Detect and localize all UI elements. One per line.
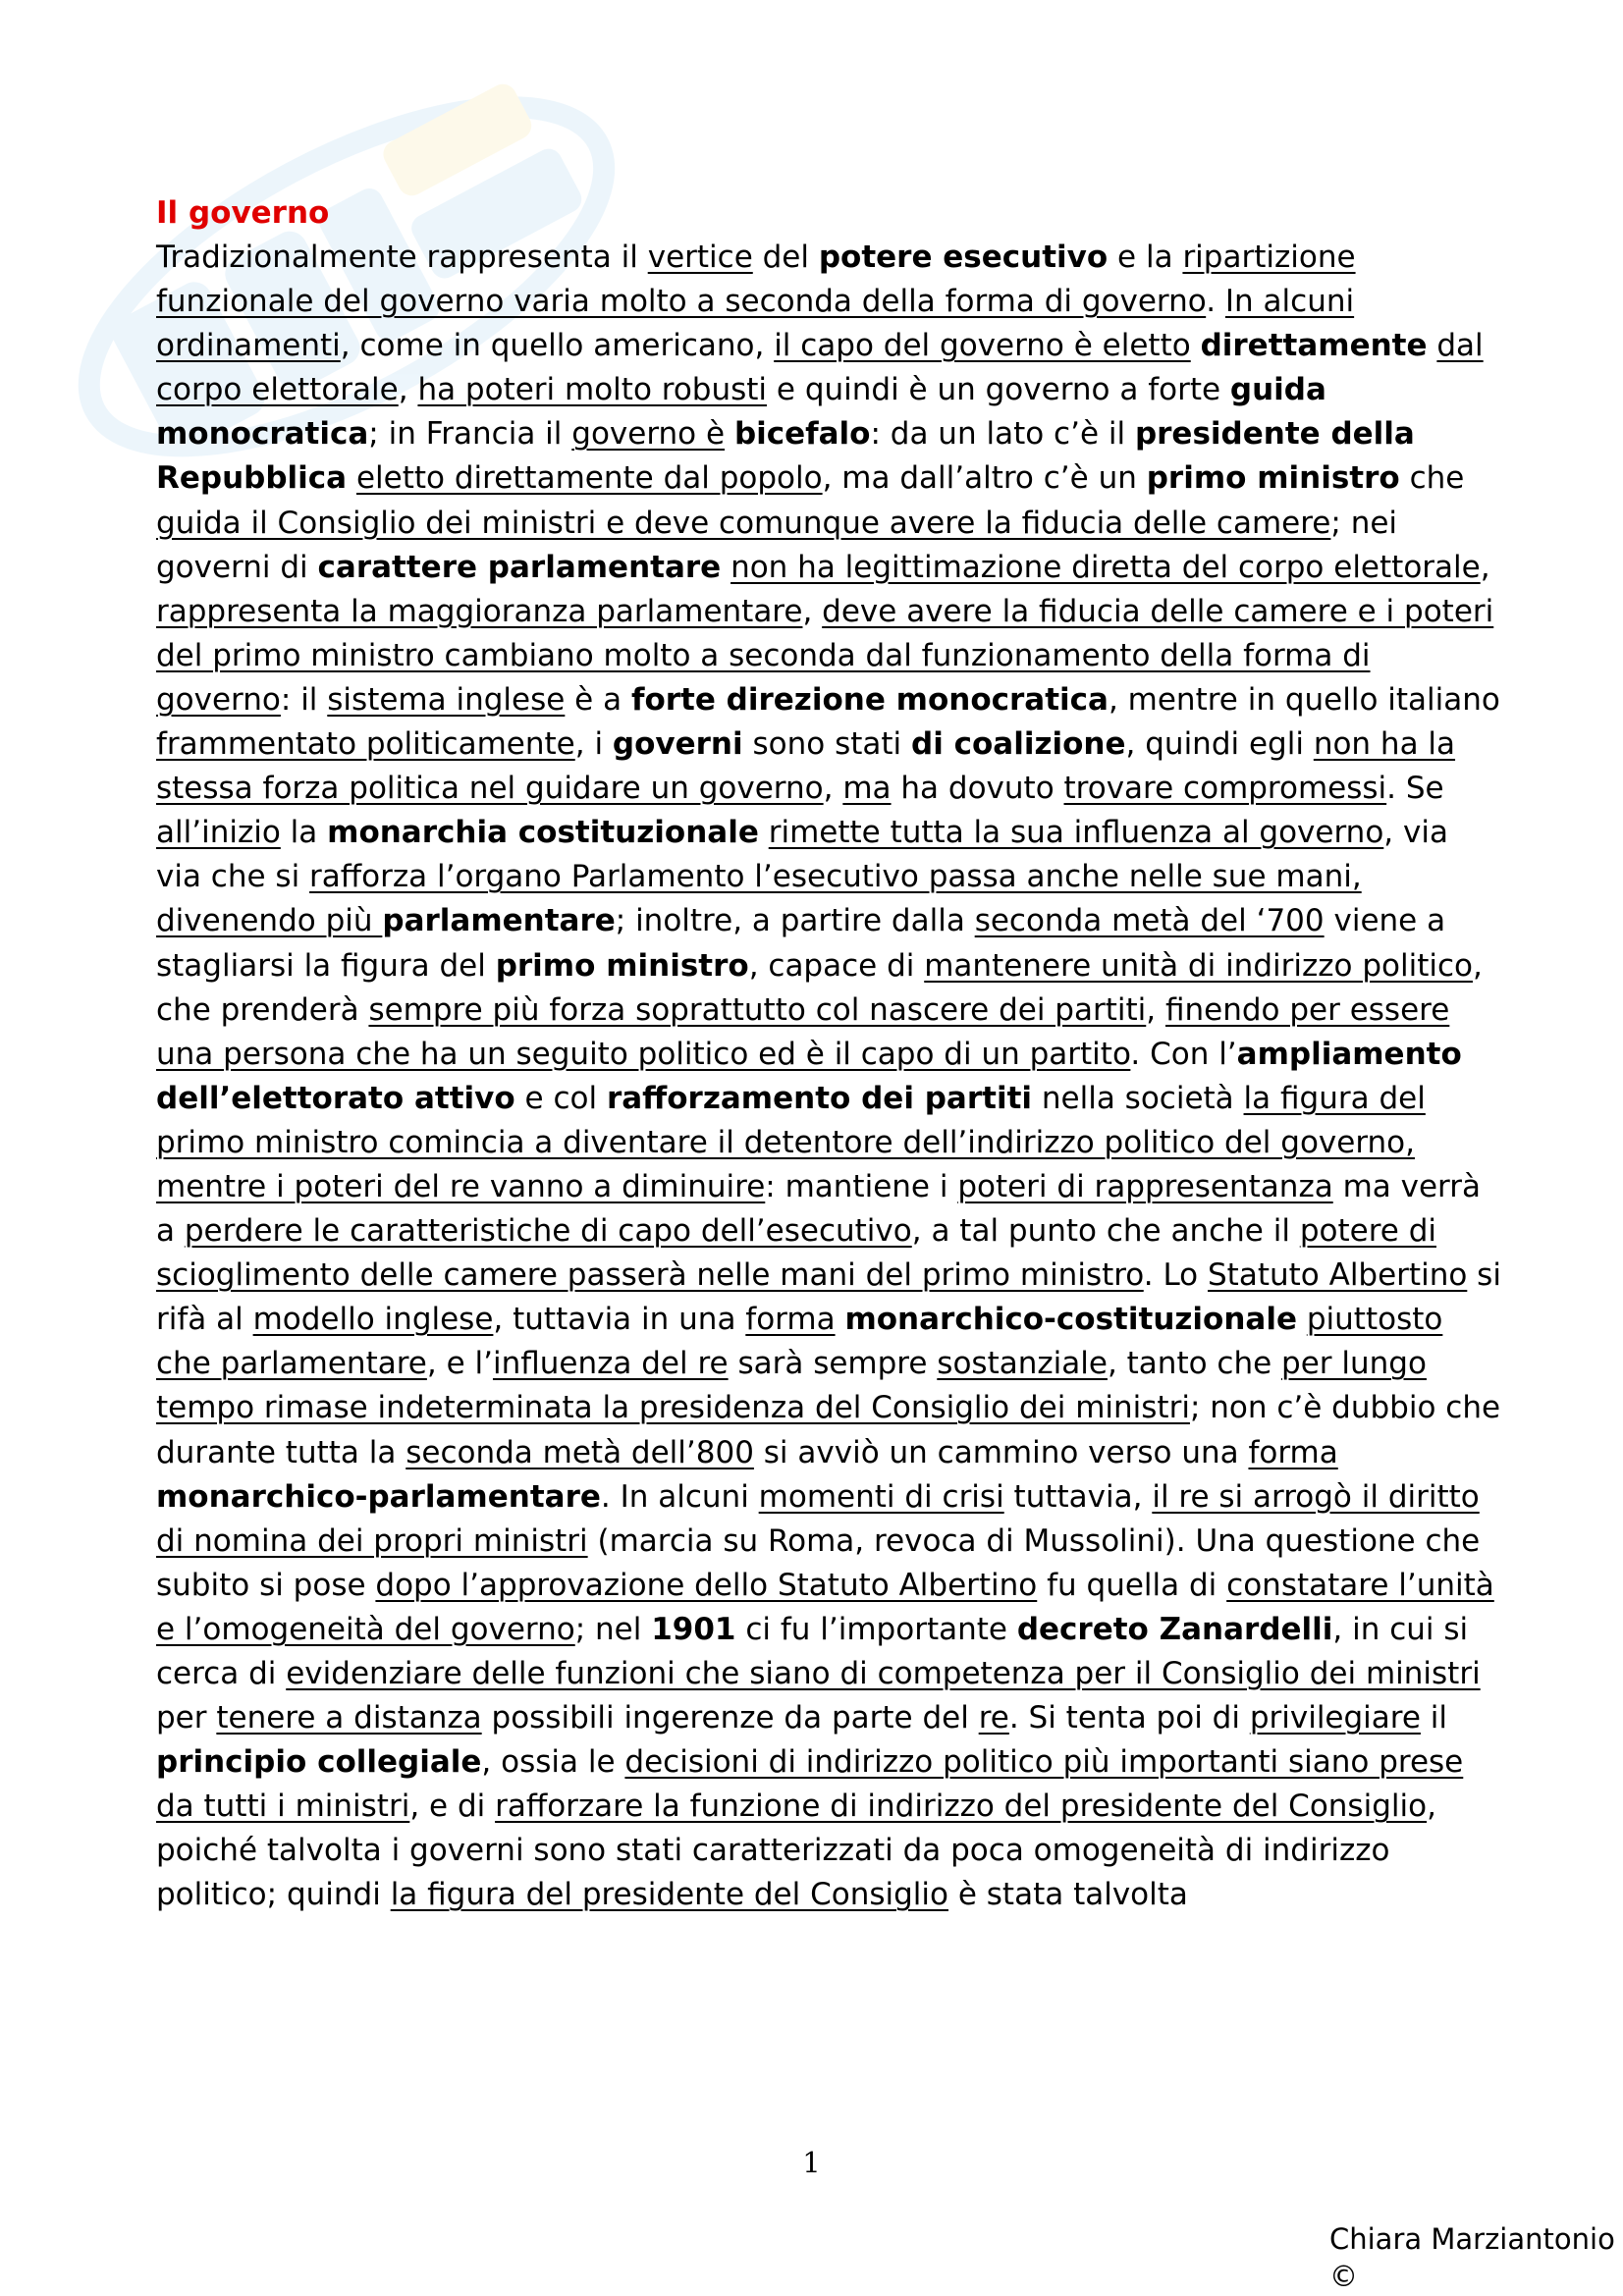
text-run: , che prenderà (156, 947, 1483, 1028)
text-run: , e l’ (426, 1346, 493, 1382)
underlined-phrase: re (978, 1700, 1009, 1736)
underlined-phrase: rappresenta la maggioranza parlamentare (156, 593, 803, 629)
text-run: . (1206, 284, 1225, 320)
text-run: tuttavia, (1003, 1478, 1153, 1515)
text-run: viene a stagliarsi la figura del (156, 903, 1446, 984)
underlined-phrase: perdere le caratteristiche di capo dell’esecutivo (184, 1213, 912, 1250)
text-run: . In alcuni (600, 1478, 759, 1515)
bold-term: monarchico-parlamentare (156, 1478, 601, 1515)
bold-term: bicefalo (733, 416, 871, 453)
page-number: 1 (802, 2146, 821, 2179)
bold-term: monarchico-costituzionale (844, 1302, 1297, 1338)
text-run: ; nei governi di (156, 505, 1398, 585)
text-run: ; non c’è dubbio che durante tutta la (156, 1390, 1501, 1470)
underlined-phrase: la figura del primo ministro comincia a diventare il detentore dell’indirizzo politico del governo, mentre i poteri del re vanno a diminuire (156, 1080, 1426, 1204)
text-run: e quindi è un governo a forte (767, 372, 1230, 408)
underlined-phrase: deve avere la fiducia delle camere e i poteri del primo ministro cambiano molto a seconda dal funzionamento della forma di governo (156, 593, 1494, 718)
text-run: ; in Francia il (368, 416, 572, 453)
underlined-phrase: tenere a distanza (216, 1700, 482, 1736)
text-run: , quindi egli (1125, 726, 1314, 763)
bold-term: primo ministro (495, 947, 749, 984)
document-body (156, 191, 1501, 1918)
underlined-phrase: per lungo tempo rimase indeterminata la presidenza del Consiglio dei ministri (156, 1346, 1427, 1426)
underlined-phrase: il re si arrogò il diritto di nomina dei propri ministri (156, 1478, 1480, 1559)
text-run: , (802, 593, 823, 629)
underlined-phrase: ma (842, 771, 892, 807)
text-run: sarà sempre (728, 1346, 938, 1382)
document-paragraph (156, 236, 1501, 1918)
underlined-phrase: constatare l’unità e l’omogeneità del governo (156, 1567, 1494, 1647)
bold-term: governi (612, 726, 743, 763)
underlined-phrase: dal corpo elettorale (156, 328, 1484, 408)
underlined-phrase: poteri di rappresentanza (957, 1168, 1333, 1204)
underlined-phrase: piuttosto che parlamentare (156, 1302, 1443, 1382)
text-run: ; nel (574, 1611, 652, 1647)
text-run: , via via che si (156, 815, 1448, 895)
bold-term: parlamentare (382, 903, 616, 939)
underlined-phrase: sostanziale (937, 1346, 1108, 1382)
bold-term: decreto Zanardelli (1016, 1611, 1333, 1647)
text-run: , (1480, 549, 1490, 585)
bold-term: ampliamento dell’elettorato attivo (156, 1036, 1462, 1116)
underlined-phrase: In alcuni ordinamenti (156, 284, 1355, 364)
text-run (1297, 1302, 1307, 1337)
underlined-phrase: decisioni di indirizzo politico più importanti siano prese da tutti i ministri (156, 1744, 1464, 1825)
bold-term: primo ministro (1146, 460, 1400, 497)
underlined-phrase: influenza del re (492, 1346, 729, 1382)
text-run: , (398, 372, 418, 408)
text-run: , (823, 771, 843, 807)
underlined-phrase: eletto direttamente dal popolo (355, 460, 823, 497)
underlined-phrase: ha poteri molto robusti (417, 372, 768, 408)
text-run (836, 1302, 845, 1337)
underlined-phrase: la figura del presidente del Consiglio (390, 1877, 948, 1913)
underlined-phrase: modello inglese (252, 1302, 494, 1338)
underlined-phrase: mantenere unità di indirizzo politico (924, 947, 1473, 984)
text-run (1428, 328, 1437, 363)
text-run (725, 416, 734, 452)
text-run: ma verrà a (156, 1168, 1481, 1250)
text-run: : mantiene i (765, 1168, 958, 1204)
underlined-phrase: rimette tutta la sua influenza al governo (768, 815, 1384, 851)
text-run: , (1146, 991, 1165, 1028)
underlined-phrase: frammentato politicamente (156, 726, 575, 763)
bold-term: di coalizione (911, 726, 1126, 763)
text-run: si avviò un cammino verso una (753, 1434, 1249, 1470)
text-run: . Con l’ (1130, 1036, 1237, 1072)
underlined-phrase: il capo del governo è eletto (774, 328, 1191, 364)
text-run: e la (1108, 240, 1183, 275)
underlined-phrase: vertice (647, 240, 753, 275)
text-run: , mentre in quello italiano (1108, 681, 1500, 718)
text-run: , i (574, 726, 613, 763)
text-run: . Si tenta poi di (1008, 1700, 1250, 1736)
text-run: , tuttavia in una (493, 1302, 746, 1338)
text-run: , ossia le (481, 1744, 625, 1781)
text-run: possibili ingerenze da parte del (481, 1700, 979, 1736)
bold-term: carattere parlamentare (317, 549, 722, 585)
text-run: , tanto che (1107, 1346, 1282, 1382)
text-run: la (280, 815, 328, 851)
text-run: ci fu l’importante (735, 1611, 1017, 1647)
underlined-phrase: finendo per essere una persona che ha un seguito politico ed è il capo di un partito (156, 991, 1450, 1072)
text-run (347, 460, 356, 496)
text-run: Tradizionalmente rappresenta il (156, 240, 648, 275)
underlined-phrase: sistema inglese (327, 681, 566, 718)
underlined-phrase: seconda metà del ‘700 (974, 903, 1325, 939)
text-run: fu quella di (1037, 1567, 1227, 1603)
text-run: sono stati (742, 726, 912, 763)
text-run: del (752, 240, 819, 275)
underlined-phrase: privilegiare (1249, 1700, 1421, 1736)
text-run: , e di (409, 1789, 496, 1825)
underlined-phrase: ripartizione funzionale del governo varia molto a seconda della forma di governo (156, 240, 1356, 320)
bold-term: monarchia costituzionale (327, 815, 759, 851)
text-run: nella società (1032, 1080, 1244, 1116)
underlined-phrase: rafforza l’organo Parlamento l’esecutivo passa anche nelle sue mani, divenendo più (156, 859, 1362, 939)
underlined-phrase: non ha la stessa forza politica nel guidare un governo (156, 726, 1456, 807)
text-run: ; inoltre, a partire dalla (615, 903, 975, 939)
underlined-phrase: potere di scioglimento delle camere passerà nelle mani del primo ministro (156, 1213, 1436, 1294)
underlined-phrase: Statuto Albertino (1208, 1257, 1468, 1294)
underlined-phrase: forma (745, 1302, 836, 1338)
underlined-phrase: sempre più forza soprattutto col nascere dei partiti (368, 991, 1147, 1028)
bold-term: presidente della Repubblica (156, 416, 1415, 497)
text-run: , ma dall’altro c’è un (822, 460, 1147, 497)
text-run: (marcia su Roma, revoca di Mussolini). Una questione che subito si pose (156, 1522, 1481, 1603)
text-run: , capace di (748, 947, 925, 984)
text-run: : da un lato c’è il (870, 416, 1135, 453)
text-run (721, 550, 730, 585)
text-run: , a tal punto che anche il (911, 1213, 1300, 1250)
text-run: , in cui si cerca di (156, 1611, 1469, 1691)
underlined-phrase: momenti di crisi (758, 1478, 1004, 1515)
text-run (759, 815, 769, 850)
underlined-phrase: non ha legittimazione diretta del corpo elettorale (730, 549, 1481, 585)
bold-term: forte direzione monocratica (630, 681, 1109, 718)
underlined-phrase: dopo l’approvazione dello Statuto Albertino (375, 1567, 1038, 1603)
underlined-phrase: all’inizio (156, 815, 281, 851)
text-run: . Se (1386, 771, 1444, 807)
bold-term: rafforzamento dei partiti (606, 1080, 1033, 1116)
underlined-phrase: seconda metà dell’800 (406, 1434, 754, 1470)
bold-term: potere esecutivo (818, 240, 1109, 275)
bold-term: direttamente (1200, 328, 1428, 364)
bold-term: principio collegiale (156, 1744, 482, 1781)
underlined-phrase: governo è (571, 416, 726, 453)
text-run: che (1399, 460, 1465, 497)
underlined-phrase: evidenziare delle funzioni che siano di competenza per il Consiglio dei ministri (286, 1656, 1481, 1691)
underlined-phrase: rafforzare la funzione di indirizzo del presidente del Consiglio (495, 1789, 1428, 1825)
text-run: : il (280, 681, 328, 718)
author-credit: Chiara Marziantonio © (1329, 2222, 1615, 2293)
text-run: , come in quello americano, (340, 328, 775, 364)
bold-term: 1901 (651, 1611, 736, 1647)
text-run: per (156, 1700, 217, 1736)
text-run (1191, 328, 1201, 363)
text-run: è a (565, 681, 631, 718)
bold-term: guida monocratica (156, 372, 1326, 453)
text-run: è stata talvolta (947, 1877, 1188, 1913)
text-run: . Lo (1143, 1257, 1208, 1294)
text-run: si rifà al (156, 1257, 1501, 1338)
text-run: , poiché talvolta i governi sono stati caratterizzati da poca omogeneità di indirizzo politico; quindi (156, 1789, 1436, 1913)
underlined-phrase: trovare compromessi (1063, 771, 1387, 807)
text-run: il (1420, 1700, 1448, 1736)
document-title: Il governo (156, 195, 330, 231)
underlined-phrase: guida il Consiglio dei ministri e deve comunque avere la fiducia delle camere (156, 505, 1331, 541)
text-run: e col (514, 1080, 607, 1116)
text-run: ha dovuto (891, 771, 1064, 807)
underlined-phrase: forma (1248, 1434, 1338, 1470)
